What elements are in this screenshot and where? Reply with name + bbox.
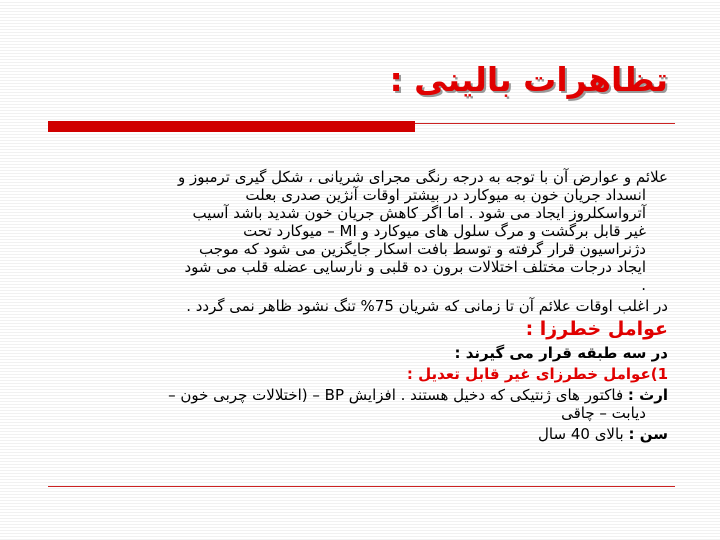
symptoms-line-5: دژنراسیون قرار گرفته و توسط بافت اسکار جایگزین می شود که موجب [199, 240, 646, 258]
risk-factors-heading: عوامل خطرزا : [525, 318, 668, 340]
risk-factors-intro: در سه طبقه قرار می گیرند : [454, 344, 668, 362]
bottom-divider-line [48, 486, 675, 487]
heredity-label: ارث : [627, 386, 668, 404]
non-modifiable-category: 1)عوامل خطرزای غیر قابل تعدیل : [406, 365, 668, 383]
age-label: سن : [628, 425, 668, 443]
heredity-item [50, 386, 668, 422]
slide-body [50, 168, 668, 443]
title-accent-bar [48, 121, 415, 132]
symptoms-line-6: ایجاد درجات مختلف اختلالات برون ده قلبی و نارسایی عضله قلب می شود [184, 258, 646, 276]
age-text: بالای 40 سال [538, 425, 624, 443]
symptoms-line-7: . [641, 276, 646, 294]
stenosis-paragraph: در اغلب اوقات علائم آن تا زمانی که شریان 75% تنگ نشود ظاهر نمی گردد . [186, 297, 668, 315]
symptoms-line-2: انسداد جریان خون به میوکارد در بیشتر اوقات آنژین صدری بعلت [245, 186, 646, 204]
symptoms-line-4: غیر قابل برگشت و مرگ سلول های میوکارد و MI – میوکارد تحت [243, 222, 646, 240]
heredity-text: فاکتور های ژنتیکی که دخیل هستند . افزایش BP – (اختلالات چربی خون – [168, 386, 624, 404]
age-item [50, 425, 668, 443]
symptoms-line-1: علائم و عوارض آن با توجه به درجه رنگی مجرای شریانی ، شکل گیری ترمبوز و [177, 168, 668, 186]
symptoms-paragraph [50, 168, 668, 294]
symptoms-line-3: آترواسکلروز ایجاد می شود . اما اگر کاهش جریان خون شدید باشد آسیب [192, 204, 646, 222]
slide-title: تظاهرات بالینی : [389, 60, 668, 99]
heredity-text-continued: دیابت – چاقی [561, 404, 646, 422]
